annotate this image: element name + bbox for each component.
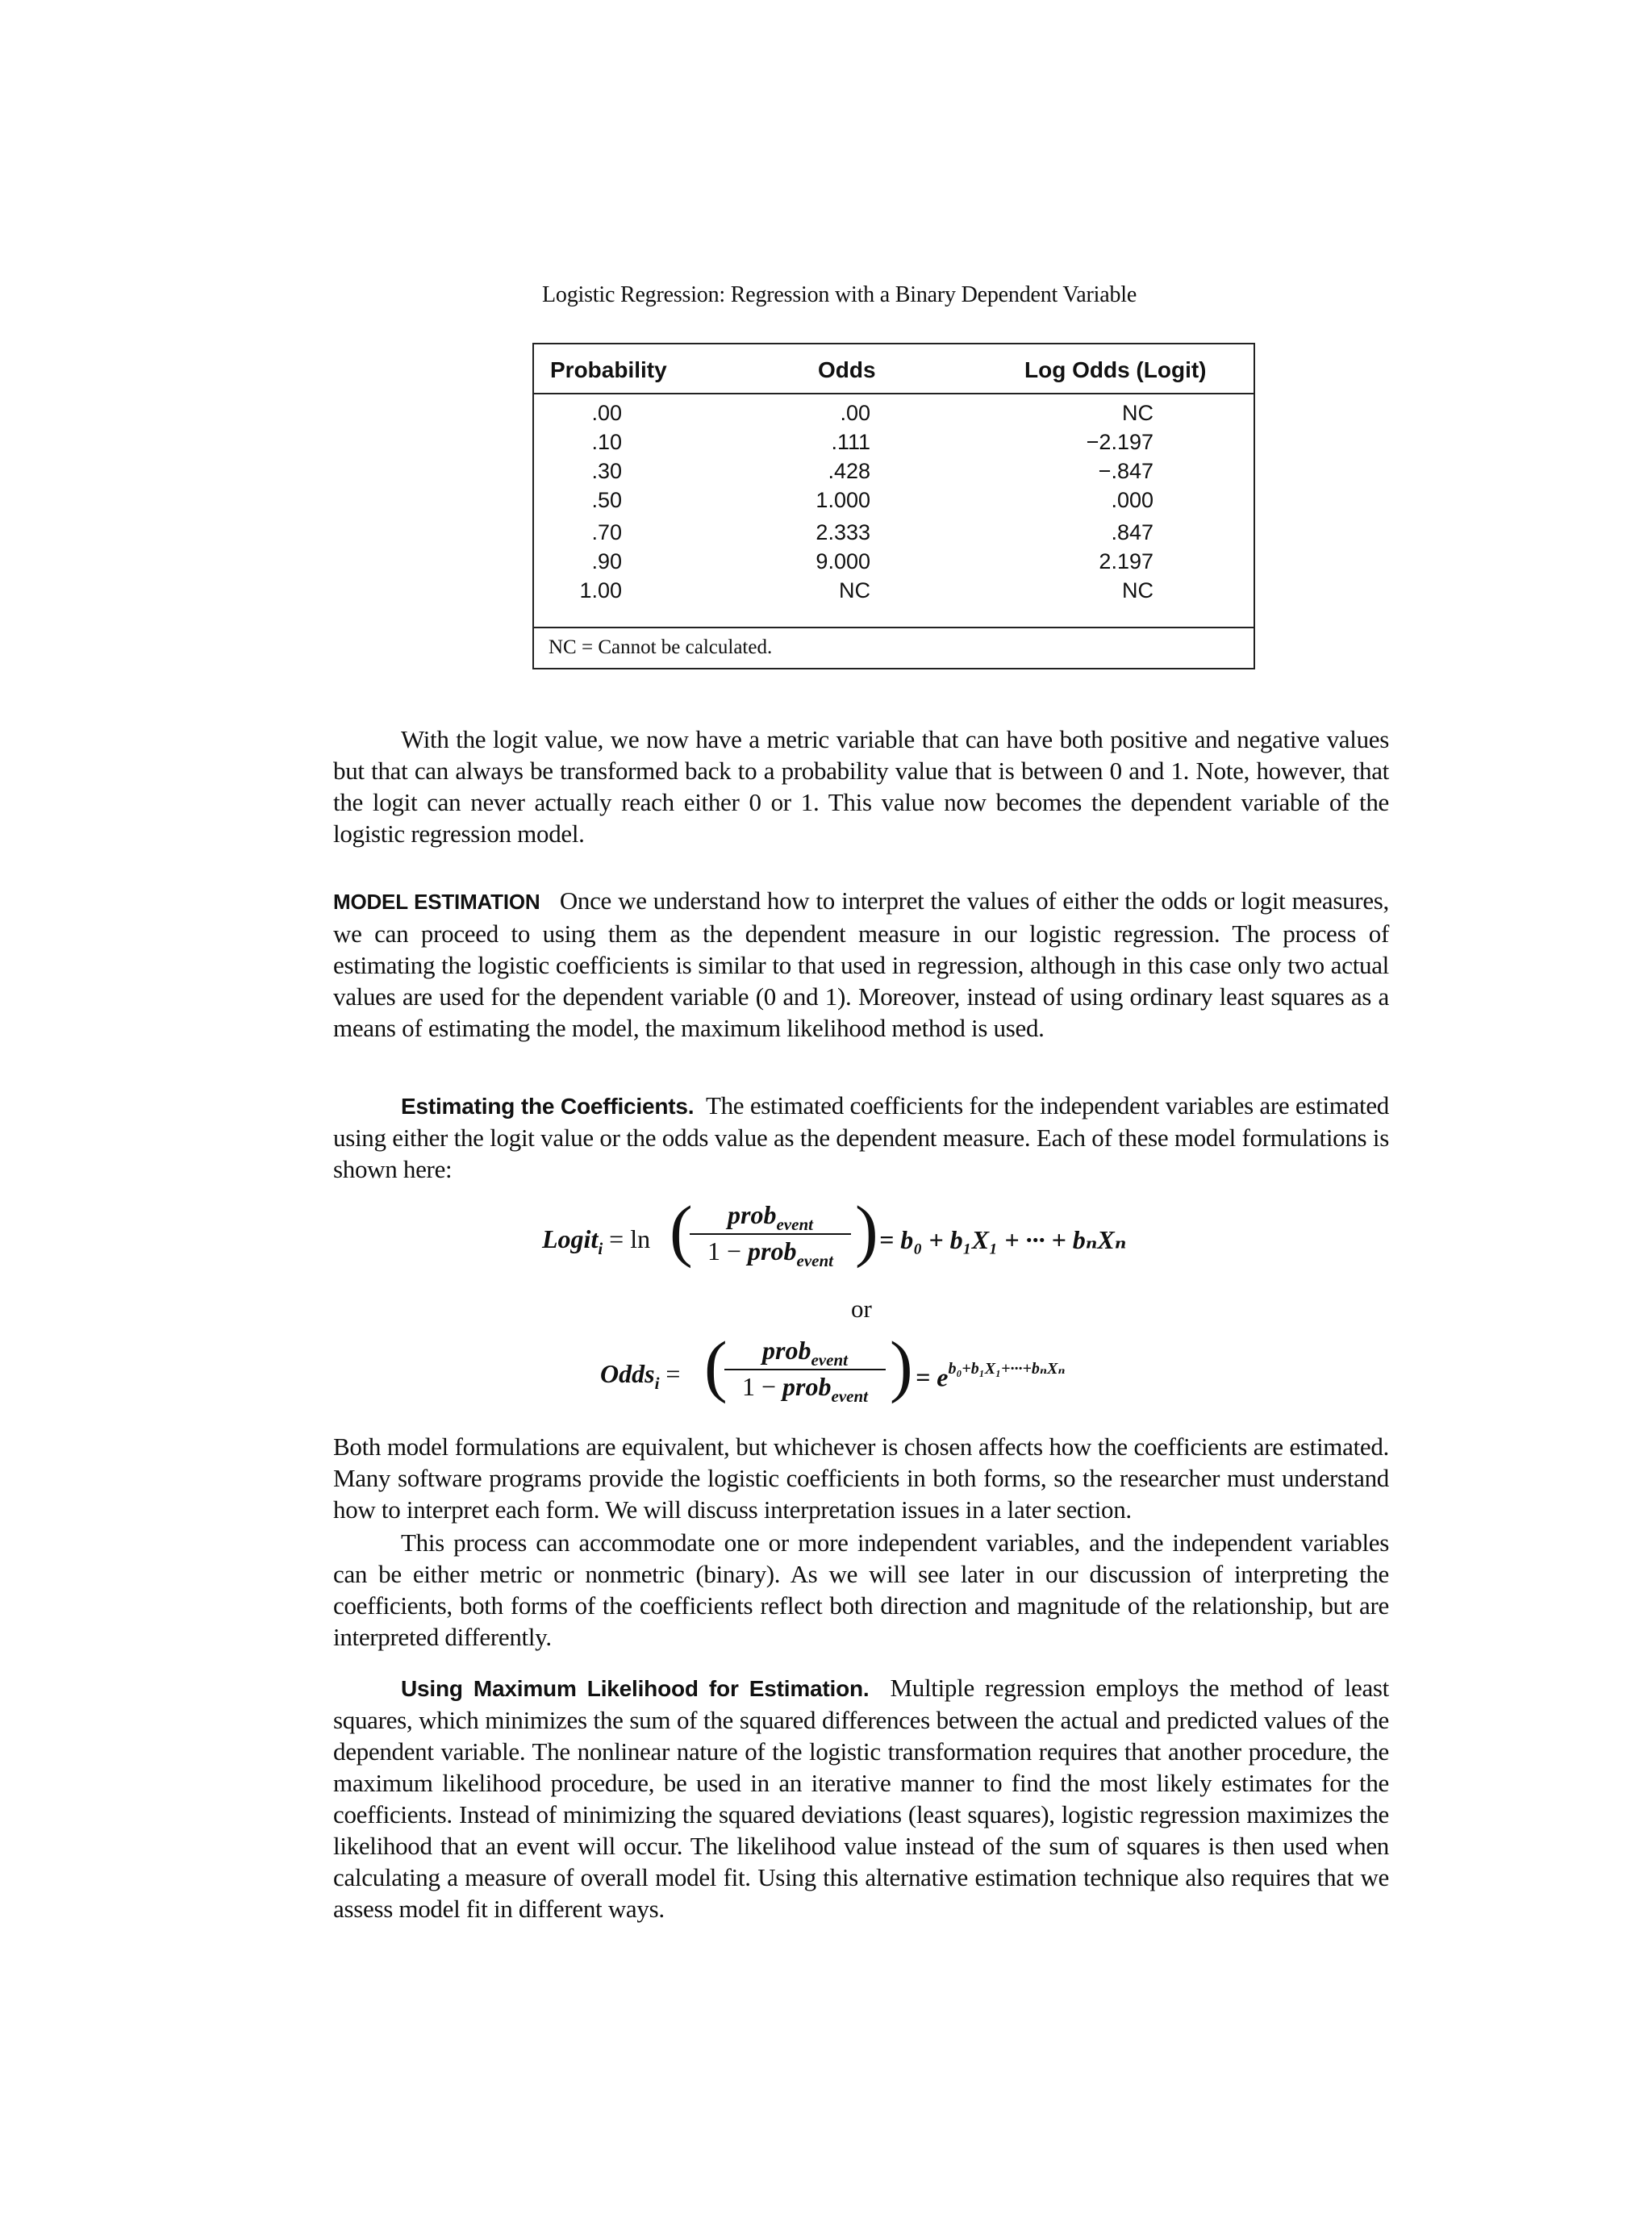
numerator-subscript: event (776, 1215, 813, 1234)
cell-probability: .50 (591, 488, 622, 512)
table-header-row (534, 344, 1254, 394)
open-paren-icon: ( (704, 1327, 728, 1404)
table-row (534, 430, 1254, 459)
paragraph-logit-value: With the logit value, we now have a metric variable that can have both positive and negative values but that can always be transformed back to a probability value that is between 0 and 1. Note, however, that the logit can never actually reach either 0 or 1. This value now becomes the dependent variable of the logistic regression model. (333, 725, 1389, 848)
cell-odds: NC (839, 578, 870, 603)
cell-logit: NC (1122, 401, 1153, 425)
close-paren-icon: ) (890, 1327, 913, 1404)
denominator-one: 1 − (707, 1236, 749, 1266)
odds-exponent: b₀+b₁X₁+···+bₙXₙ (948, 1360, 1066, 1378)
table-note-divider (534, 627, 1254, 628)
close-paren-icon: ) (855, 1191, 878, 1269)
maximum-likelihood-text: Multiple regression employs the method of least squares, which minimizes the sum of the squared differences between the actual and predicted values of the dependent variable. The nonlinear nature of the logistic transformation requires that another procedure, the maximum likelihood procedure, be used in an iterative manner to find the most likely estimates for the coefficients. Instead of minimizing the squared deviations (least squares), logistic regression maximizes the likelihood that an event will occur. The likelihood value instead of the sum of squares is then used when calculating a measure of overall model fit. Using this alternative estimation technique also requires that we assess model fit in different ways. (333, 1674, 1389, 1923)
open-paren-icon: ( (670, 1191, 693, 1269)
denominator-subscript: event (796, 1251, 833, 1270)
cell-odds: 1.000 (816, 488, 870, 512)
paragraph-estimating-coefficients (333, 1090, 1389, 1185)
cell-odds: .00 (840, 401, 870, 425)
equals-sign: = (609, 1224, 624, 1253)
cell-odds: .111 (831, 430, 870, 454)
table-row (534, 459, 1254, 488)
cell-probability: 1.00 (579, 578, 622, 603)
cell-probability: .30 (591, 459, 622, 483)
ln-operator: ln (630, 1224, 651, 1253)
cell-odds: .428 (828, 459, 870, 483)
cell-logit: −.847 (1098, 459, 1153, 483)
header-odds: Odds (818, 357, 876, 382)
paragraph-this-process: This process can accommodate one or more independent variables, and the independent variables can be either metric or nonmetric (binary). As we will see later in our discussion of interpreting the coefficients, both forms of the coefficients reflect both direction and magnitude of the relationship, but are interpreted differently. (333, 1528, 1389, 1651)
fraction-denominator (724, 1370, 886, 1406)
header-log-odds: Log Odds (Logit) (1024, 357, 1207, 382)
table-row (534, 520, 1254, 549)
table-row (534, 578, 1254, 607)
table-row (534, 549, 1254, 578)
cell-probability: .70 (591, 520, 622, 544)
denominator-prob: prob (748, 1236, 797, 1266)
logit-rhs: = b₀ + b₁X₁ + ··· + bₙXₙ (879, 1225, 1127, 1254)
heading-model-estimation: MODEL ESTIMATION (333, 890, 540, 914)
paragraph-maximum-likelihood (333, 1672, 1389, 1924)
logit-fraction (690, 1200, 851, 1270)
cell-logit: .000 (1111, 488, 1153, 512)
logit-table (532, 343, 1255, 669)
denominator-one: 1 − (742, 1372, 783, 1401)
odds-lhs: Odds (600, 1359, 655, 1388)
table-note: NC = Cannot be calculated. (549, 636, 773, 658)
fraction-numerator (690, 1200, 851, 1233)
fraction-denominator (690, 1235, 851, 1270)
cell-probability: .00 (591, 401, 622, 425)
denominator-prob: prob (782, 1372, 832, 1401)
estimating-text: The estimated coefficients for the independent variables are estimated using either the logit value or the odds value as the dependent measure. Each of these model formulations is shown here: (333, 1091, 1390, 1183)
paragraph-model-estimation (333, 885, 1389, 1044)
header-probability: Probability (550, 357, 667, 382)
cell-logit: −2.197 (1086, 430, 1153, 454)
cell-probability: .90 (591, 549, 622, 573)
numerator-subscript: event (811, 1350, 848, 1370)
cell-odds: 2.333 (816, 520, 870, 544)
logit-subscript: i (598, 1239, 603, 1258)
odds-subscript: i (654, 1374, 660, 1393)
table-row (534, 488, 1254, 517)
table-row (534, 401, 1254, 430)
model-estimation-text: Once we understand how to interpret the values of either the odds or logit measures, we can proceed to using them as the dependent measure in our logistic regression. The process of estimating the logistic coefficients is similar to that used in regression, although in this case only two actual values are used for the dependent variable (0 and 1). Moreover, instead of using ordinary least squares as a means of estimating the model, the maximum likelihood method is used. (333, 886, 1389, 1042)
numerator-prob: prob (728, 1200, 777, 1229)
cell-logit: NC (1122, 578, 1153, 603)
paragraph-both-formulations: Both model formulations are equivalent, but whichever is chosen affects how the coefficients are estimated. Many software programs provide the logistic coefficients in both forms, so the researcher must understand how to interpret each form. We will discuss interpretation issues in a later section. (333, 1432, 1389, 1524)
odds-fraction (724, 1336, 886, 1406)
running-head: Logistic Regression: Regression with a Binary Dependent Variable (542, 282, 1137, 307)
numerator-prob: prob (762, 1336, 811, 1365)
logit-lhs: Logit (542, 1224, 599, 1253)
or-connector: or (851, 1295, 872, 1323)
odds-rhs-base: = e (916, 1362, 949, 1392)
cell-odds: 9.000 (816, 549, 870, 573)
cell-logit: 2.197 (1099, 549, 1153, 573)
heading-maximum-likelihood: Using Maximum Likelihood for Estimation. (401, 1676, 870, 1701)
fraction-numerator (724, 1336, 886, 1369)
cell-logit: .847 (1111, 520, 1153, 544)
denominator-subscript: event (831, 1386, 868, 1406)
equals-sign: = (665, 1359, 681, 1388)
heading-estimating-coefficients: Estimating the Coefficients. (401, 1094, 695, 1119)
cell-probability: .10 (591, 430, 622, 454)
